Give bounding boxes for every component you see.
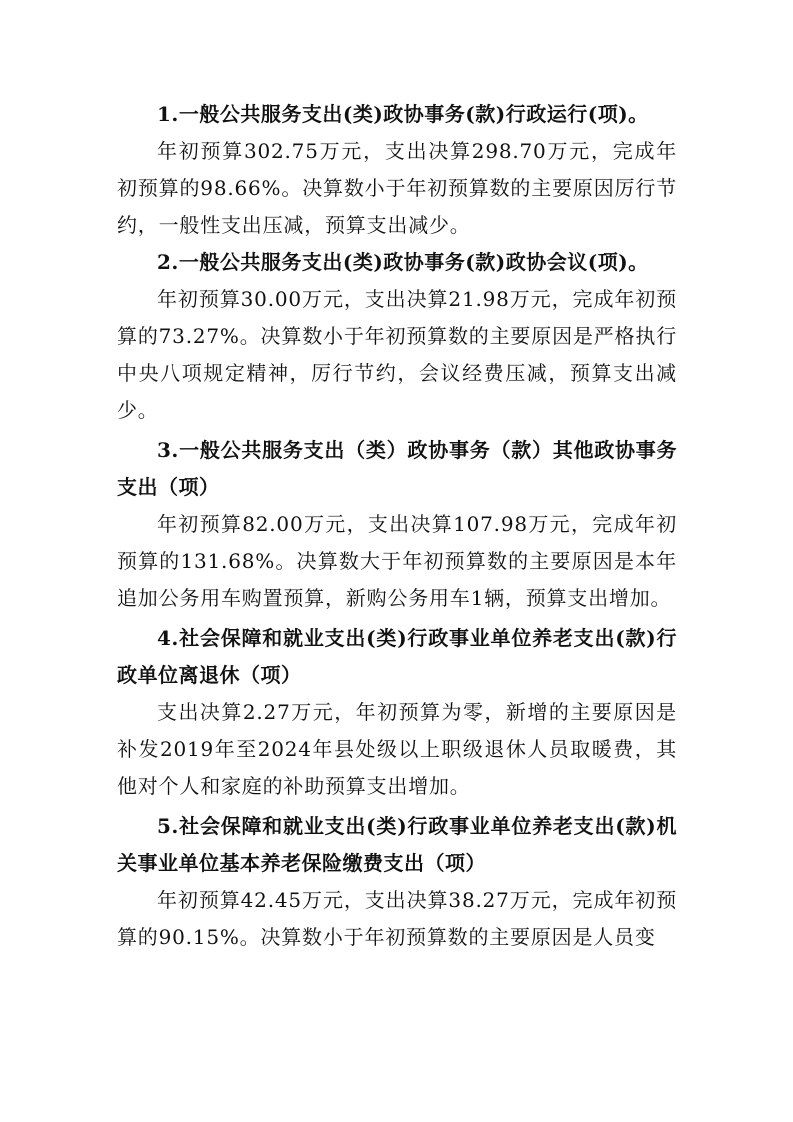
section-heading-5: 5.社会保障和就业支出(类)行政事业单位养老支出(款)机关事业单位基本养老保险缴费支出（项） [117,814,677,875]
section-body-2: 年初预算30.00万元，支出决算21.98万元，完成年初预算的73.27%。决算数小于年初预算数的主要原因是严格执行中央八项规定精神，厉行节约，会议经费压减，预算支出减少。 [117,287,677,422]
section-body-1: 年初预算302.75万元，支出决算298.70万元，完成年初预算的98.66%。决算数小于年初预算数的主要原因厉行节约，一般性支出压减，预算支出减少。 [117,139,677,237]
section-body-4: 支出决算2.27万元，年初预算为零，新增的主要原因是补发2019年至2024年县处级以上职级退休人员取暖费，其他对个人和家庭的补助预算支出增加。 [117,700,677,798]
section-heading-3: 3.一般公共服务支出（类）政协事务（款）其他政协事务支出（项） [117,438,677,499]
section-body-3: 年初预算82.00万元，支出决算107.98万元，完成年初预算的131.68%。决算数大于年初预算数的主要原因是本年追加公务用车购置预算，新购公务用车1辆，预算支出增加。 [117,512,677,610]
section-heading-2: 2.一般公共服务支出(类)政协事务(款)政协会议(项)。 [157,250,649,274]
section-heading-4: 4.社会保障和就业支出(类)行政事业单位养老支出(款)行政单位离退休（项） [117,626,677,687]
section-heading-1: 1.一般公共服务支出(类)政协事务(款)行政运行(项)。 [157,102,649,126]
section-body-5: 年初预算42.45万元，支出决算38.27万元，完成年初预算的90.15%。决算数小于年初预算数的主要原因是人员变 [117,888,677,949]
document-body [117,96,677,956]
